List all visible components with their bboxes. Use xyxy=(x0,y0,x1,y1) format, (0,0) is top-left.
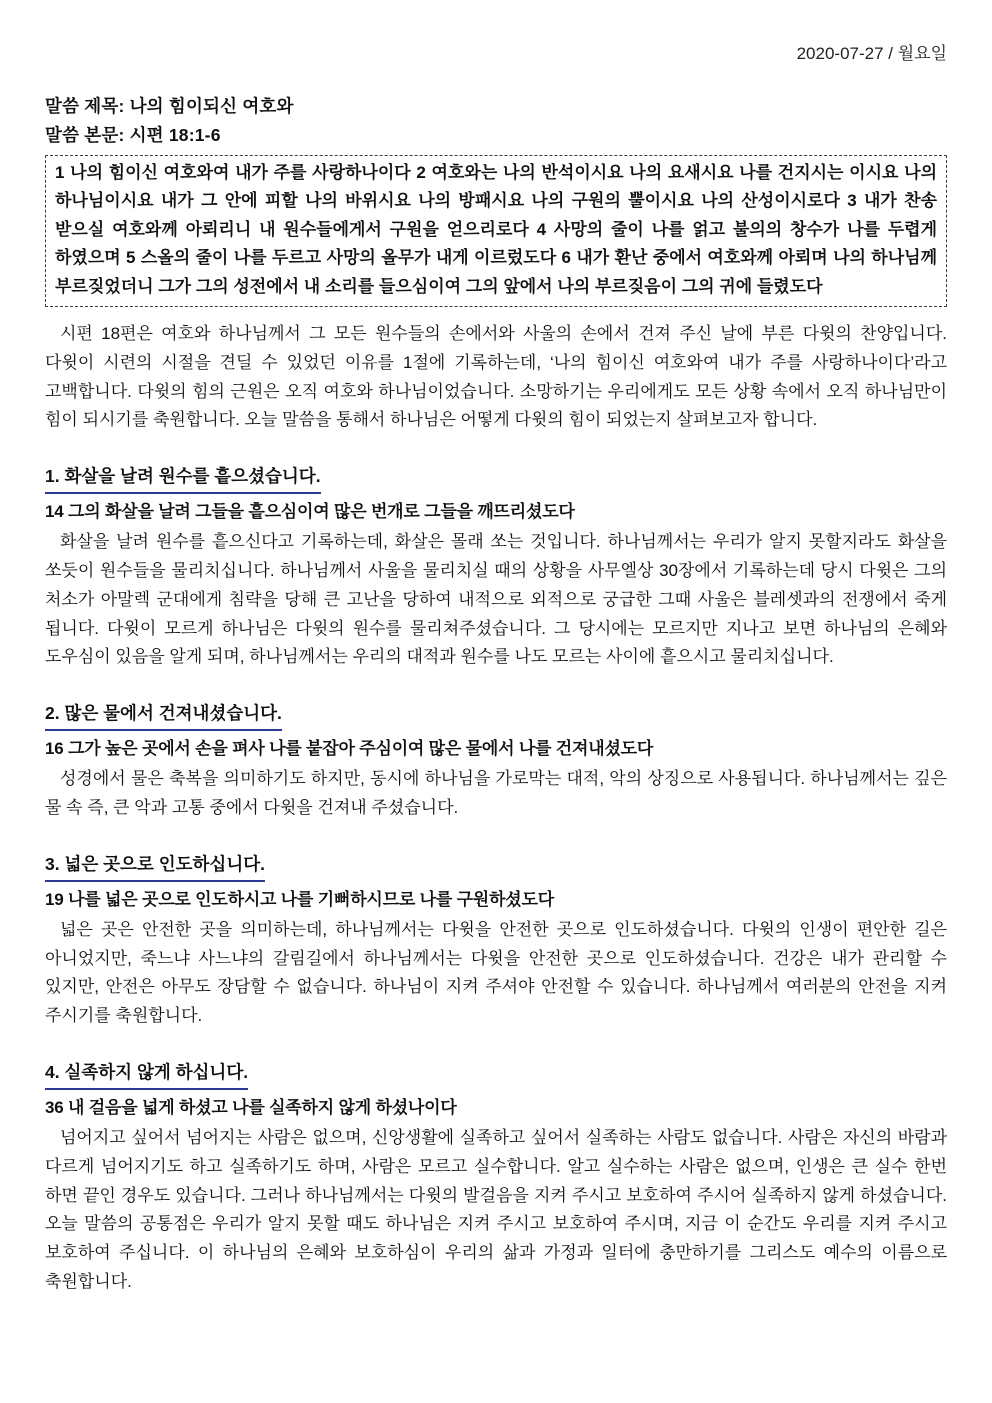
scripture-box xyxy=(45,155,947,307)
section-2-verse: 16 그가 높은 곳에서 손을 펴사 나를 붙잡아 주심이여 많은 물에서 나를 건져내셨도다 xyxy=(45,739,654,759)
intro-paragraph: 시편 18편은 여호와 하나님께서 그 모든 원수들의 손에서와 사울의 손에서 건져 주신 날에 부른 다윗의 찬양입니다. 다윗이 시련의 시절을 견딜 수 있었던 이유를 1절에 기록하는데, ‘나의 힘이신 여호와여 내가 주를 사랑하나이다’라고 고백합니다. 다윗의 힘의 근원은 오직 여호와 하나님이었습니다. 소망하기는 우리에게도 모든 상황 속에서 오직 하나님만이 힘이 되시기를 축원합니다. 오늘 말씀을 통해서 하나님은 어떻게 다윗의 힘이 되었는지 살펴보고자 합니다. xyxy=(45,324,947,430)
sermon-passage-line: 말씀 본문: 시편 18:1-6 xyxy=(45,125,221,145)
section-4-body: 넘어지고 싶어서 넘어지는 사람은 없으며, 신앙생활에 실족하고 싶어서 실족하는 사람도 없습니다. 사람은 자신의 바람과 다르게 넘어지기도 하고 실족하기도 하며, 사람은 모르고 실수합니다. 알고 실수하는 사람은 없으며, 인생은 큰 실수 한번 하면 끝인 경우도 있습니다. 그러나 하나님께서는 다윗의 발걸음을 지켜 주시고 보호하여 주시어 실족하지 않게 하셨습니다. 오늘 말씀의 공통점은 우리가 알지 못할 때도 하나님은 지켜 주시고 보호하여 주시며, 지금 이 순간도 우리를 지켜 주시고 보호하여 주십니다. 이 하나님의 은혜와 보호하심이 우리의 삶과 가정과 일터에 충만하기를 그리스도 예수의 이름으로 축원합니다. xyxy=(45,1127,947,1291)
section-3-verse: 19 나를 넓은 곳으로 인도하시고 나를 기뻐하시므로 나를 구원하셨도다 xyxy=(45,889,554,909)
scripture-text: 1 나의 힘이신 여호와여 내가 주를 사랑하나이다 2 여호와는 나의 반석이시요 나의 요새시요 나를 건지시는 이시요 나의 하나님이시요 내가 그 안에 피할 나의 바위시요 나의 방패시요 나의 구원의 뿔이시요 나의 산성이시로다 3 내가 찬송 받으실 여호와께 아뢰리니 내 원수들에게서 구원을 얻으리로다 4 사망의 줄이 나를 얽고 불의의 창수가 나를 두렵게 하였으며 5 스올의 줄이 나를 두르고 사망의 올무가 내게 이르렀도다 6 내가 환난 중에서 여호와께 아뢰며 나의 하나님께 부르짖었더니 그가 그의 성전에서 내 소리를 들으심이여 그의 앞에서 나의 부르짖음이 그의 귀에 들렸도다 xyxy=(55,163,937,296)
section-4 xyxy=(45,1058,947,1297)
page-date: 2020-07-27 / 월요일 xyxy=(796,44,947,63)
section-1-heading xyxy=(45,462,947,494)
section-3-heading xyxy=(45,850,947,882)
section-4-verse: 36 내 걸음을 넓게 하셨고 나를 실족하지 않게 하셨나이다 xyxy=(45,1097,457,1117)
section-1-body: 화살을 날려 원수를 흩으신다고 기록하는데, 화살은 몰래 쏘는 것입니다. 하나님께서는 우리가 알지 못할지라도 화살을 쏘듯이 원수들을 물리치십니다. 하나님께서 사울을 물리치실 때의 상황을 사무엘상 30장에서 기록하는데 당시 다윗은 그의 처소가 아말렉 군대에게 침략을 당해 큰 고난을 당하여 내적으로 외적으로 궁급한 그때 사울은 블레셋과의 전쟁에서 죽게 됩니다. 다윗이 모르게 하나님은 다윗의 원수를 물리쳐주셨습니다. 그 당시에는 모르지만 지나고 보면 하나님의 은혜와 도우심이 있음을 알게 되며, 하나님께서는 우리의 대적과 원수를 나도 모르는 사이에 흩으시고 물리치십니다. xyxy=(45,532,947,667)
section-3-body: 넓은 곳은 안전한 곳을 의미하는데, 하나님께서는 다윗을 안전한 곳으로 인도하셨습니다. 다윗의 인생이 편안한 길은 아니었지만, 죽느냐 사느냐의 갈림길에서 하나님께서는 다윗을 안전한 곳으로 인도하셨습니다. 건강은 내가 관리할 수 있지만, 안전은 아무도 장담할 수 없습니다. 하나님이 지켜 주셔야 안전할 수 있습니다. 하나님께서 여러분의 안전을 지켜 주시기를 축원합니다. xyxy=(45,919,947,1026)
section-4-heading xyxy=(45,1058,947,1090)
sermon-title-line: 말씀 제목: 나의 힘이되신 여호와 xyxy=(45,96,294,116)
section-1-verse: 14 그의 화살을 날려 그들을 흩으심이여 많은 번개로 그들을 깨뜨리셨도다 xyxy=(45,502,575,522)
section-2-body: 성경에서 물은 축복을 의미하기도 하지만, 동시에 하나님을 가로막는 대적, 악의 상징으로 사용됩니다. 하나님께서는 깊은 물 속 즉, 큰 악과 고통 중에서 다윗을 건져내 주셨습니다. xyxy=(45,769,947,817)
section-3-heading-text: 3. 넓은 곳으로 인도하십니다. xyxy=(45,850,265,882)
section-3 xyxy=(45,850,947,1031)
section-2-heading xyxy=(45,699,947,731)
section-1 xyxy=(45,462,947,672)
sermon-meta xyxy=(45,92,947,150)
section-4-heading-text: 4. 실족하지 않게 하십니다. xyxy=(45,1058,248,1090)
section-1-heading-text: 1. 화살을 날려 원수를 흩으셨습니다. xyxy=(45,462,321,494)
section-2 xyxy=(45,699,947,823)
section-2-heading-text: 2. 많은 물에서 건져내셨습니다. xyxy=(45,699,282,731)
